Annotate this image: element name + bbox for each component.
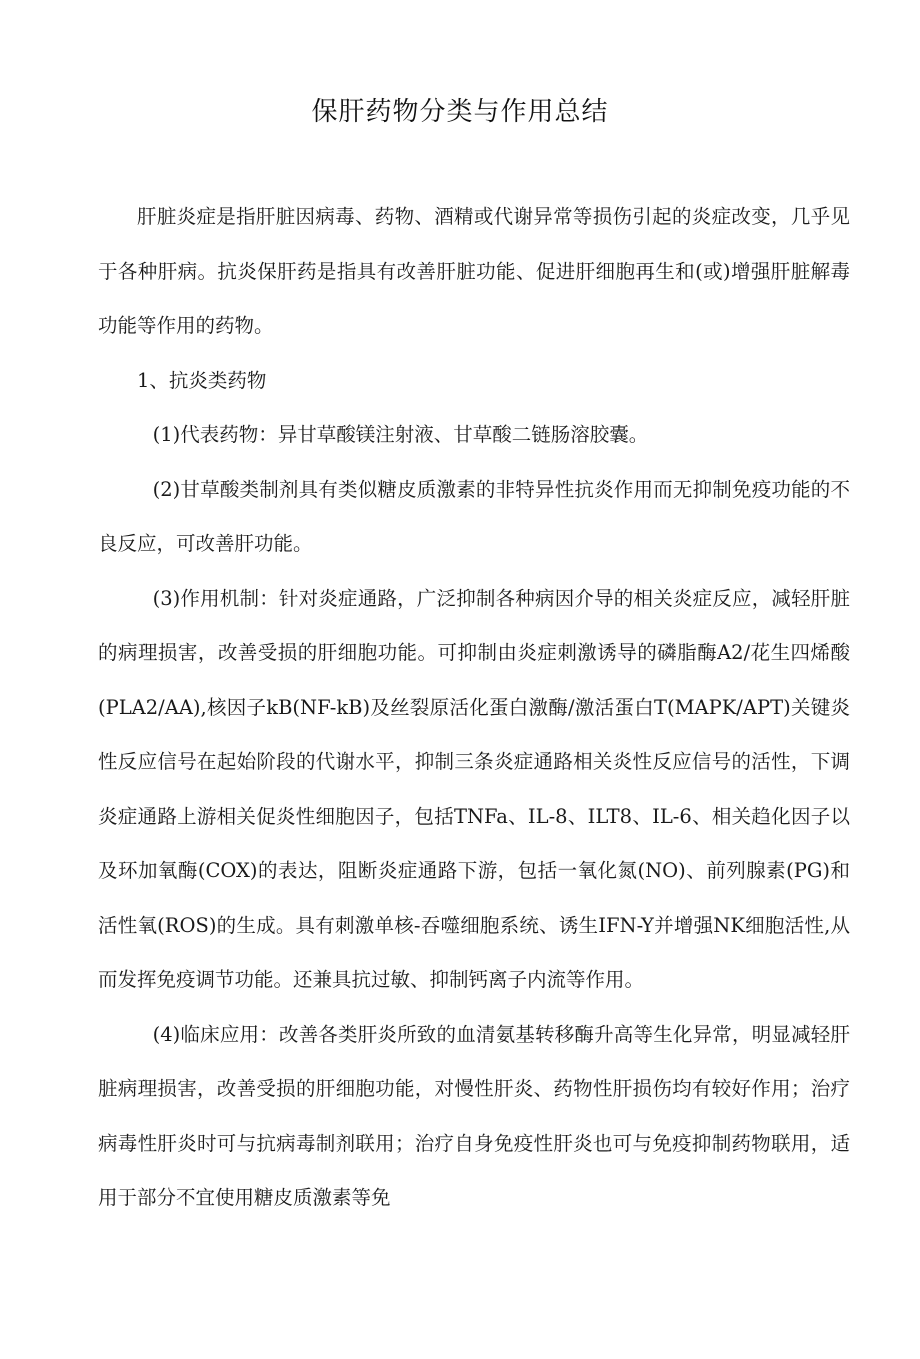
list-item-representative-drugs: (1)代表药物：异甘草酸镁注射液、甘草酸二链肠溶胶囊。 [152,423,649,446]
list-item-clinical-use: (4)临床应用：改善各类肝炎所致的血清氨基转移酶升高等生化异常，明显减轻肝脏病理损害，改善受损的肝细胞功能，对慢性肝炎、药物性肝损伤均有较好作用；治疗病毒性肝炎时可与抗病毒制剂联用；治疗自身免疫性肝炎也可与免疫抑制药物联用，适用于部分不宜使用糖皮质激素等免 [98,1022,850,1209]
list-item-glycyrrhizic-preparations: (2)甘草酸类制剂具有类似糖皮质激素的非特异性抗炎作用而无抑制免疫功能的不良反应，可改善肝功能。 [98,477,850,555]
document-title: 保肝药物分类与作用总结 [311,97,609,127]
section-heading: 1、抗炎类药物 [137,368,267,392]
intro-paragraph: 肝脏炎症是指肝脏因病毒、药物、酒精或代谢异常等损伤引起的炎症改变，几乎见于各种肝病。抗炎保肝药是指具有改善肝脏功能、促进肝细胞再生和(或)增强肝脏解毒功能等作用的药物。 [98,205,850,337]
list-item-mechanism: (3)作用机制：针对炎症通路，广泛抑制各种病因介导的相关炎症反应，减轻肝脏的病理损害，改善受损的肝细胞功能。可抑制由炎症刺激诱导的磷脂酶A2/花生四烯酸(PLA2/AA),核因子kB(NF-kB)及丝裂原活化蛋白激酶/激活蛋白T(MAPK/APT)关键炎性反应信号在起始阶段的代谢水平，抑制三条炎症通路相关炎性反应信号的活性，下调炎症通路上游相关促炎性细胞因子，包括TNFa、IL-8、ILT8、IL-6、相关趋化因子以及环加氧酶(COX)的表达，阻断炎症通路下游，包括一氧化氮(NO)、前列腺素(PG)和活性氧(ROS)的生成。具有刺激单核-吞噬细胞系统、诱生IFN-Y并增强NK细胞活性,从而发挥免疫调节功能。还兼具抗过敏、抑制钙离子内流等作用。 [98,586,850,991]
document-body [98,190,850,1226]
